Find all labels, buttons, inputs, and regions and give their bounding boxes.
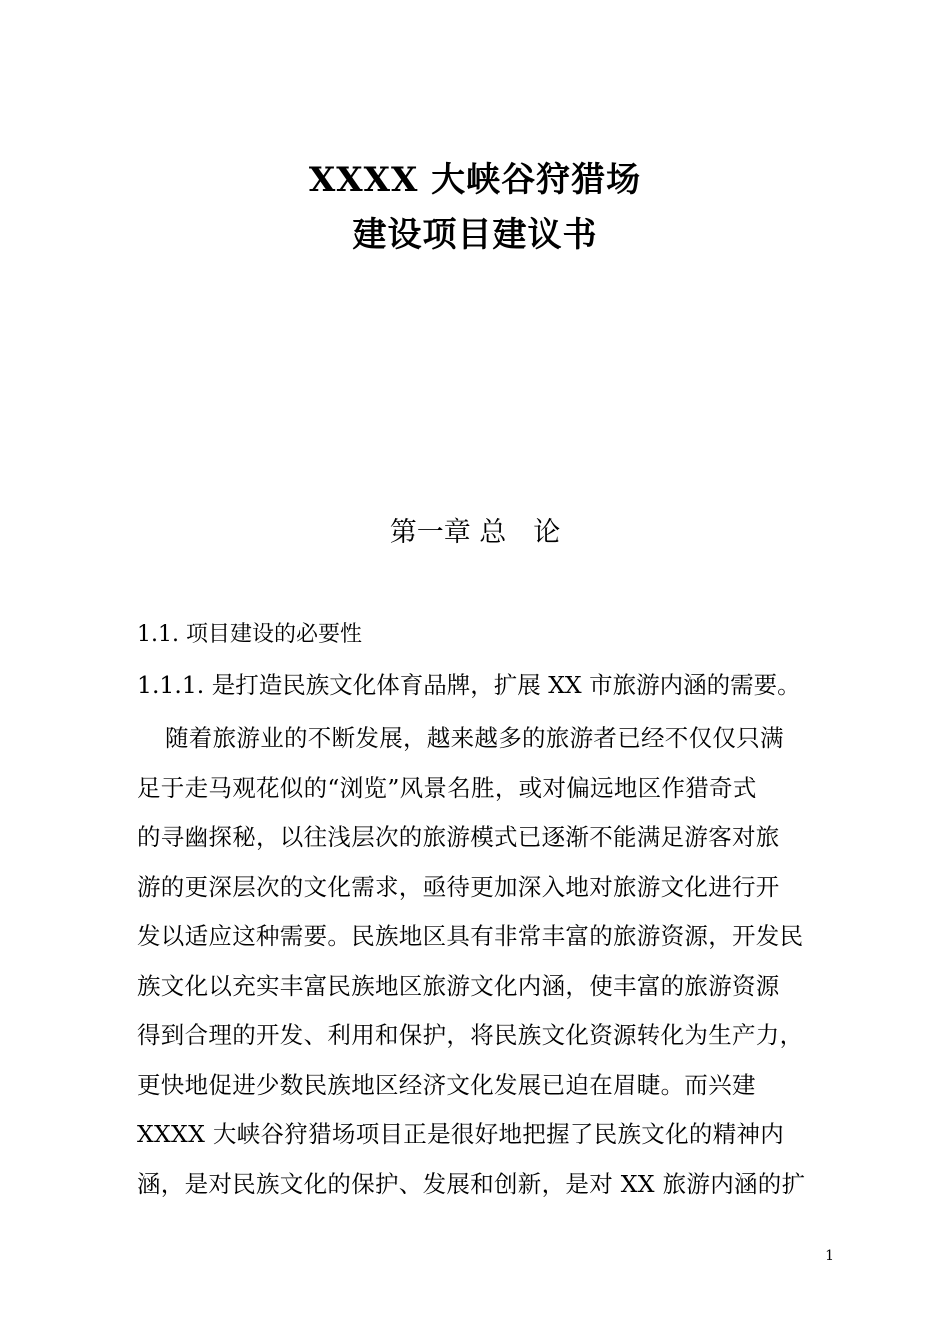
paragraph-line: XXXX 大峡谷狩猎场项目正是很好地把握了民族文化的精神内 (137, 1120, 785, 1148)
paragraph-line: 游的更深层次的文化需求，亟待更加深入地对旅游文化进行开 (137, 872, 780, 901)
section-heading-1-1-1: 1.1.1. 是打造民族文化体育品牌，扩展 XX 市旅游内涵的需要。 (137, 671, 801, 699)
document-title-line-1: XXXX 大峡谷狩猎场 (308, 160, 642, 200)
paragraph-line: 得到合理的开发、利用和保护，将民族文化资源转化为生产力， (137, 1021, 804, 1049)
body-paragraph (137, 714, 837, 1209)
document-title-line-2: 建设项目建议书 (352, 215, 598, 255)
page-number: 1 (825, 1248, 834, 1264)
paragraph-line: 足于走马观花似的“浏览”风景名胜，或对偏远地区作猎奇式 (137, 773, 757, 802)
chapter-heading-text: 第一章 总 论 (389, 517, 561, 548)
paragraph-line: 的寻幽探秘，以往浅层次的旅游模式已逐渐不能满足游客对旅 (137, 823, 780, 851)
paragraph-line: 发以适应这种需要。民族地区具有非常丰富的旅游资源，开发民 (137, 922, 804, 950)
chapter-heading (0, 515, 950, 551)
paragraph-line: 更快地促进少数民族地区经济文化发展已迫在眉睫。而兴建 (137, 1070, 756, 1099)
paragraph-line: 随着旅游业的不断发展，越来越多的旅游者已经不仅仅只满 (165, 724, 784, 752)
paragraph-line: 族文化以充实丰富民族地区旅游文化内涵，使丰富的旅游资源 (137, 971, 780, 1000)
paragraph-line: 涵，是对民族文化的保护、发展和创新，是对 XX 旅游内涵的扩 (137, 1169, 806, 1198)
section-heading-1-1: 1.1. 项目建设的必要性 (137, 622, 362, 647)
